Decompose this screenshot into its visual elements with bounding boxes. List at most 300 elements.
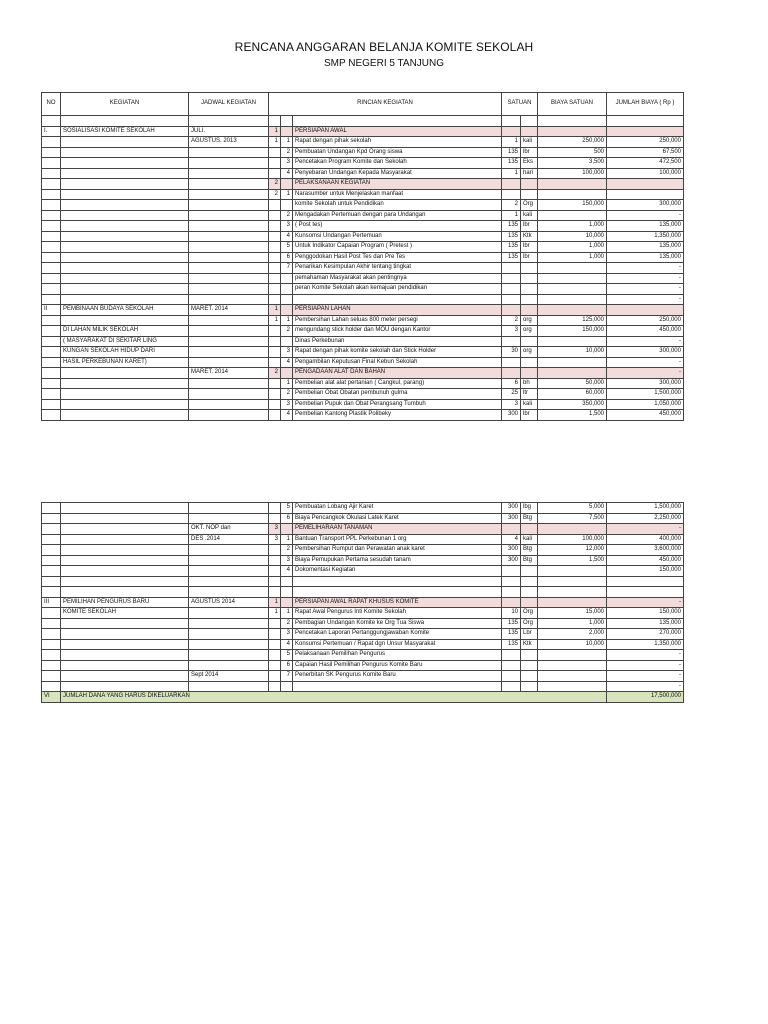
cell-rincian: Biaya Pemupukan Pertama sesudah tanam (293, 555, 502, 566)
cell-group-number: 3 (269, 524, 281, 535)
cell-unit: org (521, 347, 538, 358)
cell-jadwal (189, 242, 269, 253)
header-no: NO (42, 93, 61, 116)
cell-jadwal (189, 378, 269, 389)
cell-group-number (269, 566, 281, 577)
table-row (42, 608, 684, 619)
cell-item-number (281, 524, 293, 535)
cell-kegiatan: ( MASYARAKAT DI SEKITAR LING (61, 336, 189, 347)
cell-kegiatan (61, 671, 189, 682)
table-row (42, 326, 684, 337)
cell-group-number: 1 (269, 597, 281, 608)
cell-jumlah-biaya (607, 587, 684, 598)
cell-biaya-satuan (538, 368, 607, 379)
cell-biaya-satuan: 1,000 (538, 618, 607, 629)
cell-quantity (502, 116, 521, 127)
cell-biaya-satuan: 50,000 (538, 378, 607, 389)
cell-group-number (269, 650, 281, 661)
cell-quantity: 1 (502, 210, 521, 221)
cell-jadwal (189, 158, 269, 169)
cell-no: I. (42, 126, 61, 137)
cell-no (42, 263, 61, 274)
cell-kegiatan (61, 147, 189, 158)
cell-no (42, 294, 61, 305)
cell-kegiatan: SOSIALISASI KOMITE SEKOLAH (61, 126, 189, 137)
cell-no (42, 336, 61, 347)
cell-jadwal (189, 347, 269, 358)
cell-biaya-satuan (538, 273, 607, 284)
table-row (42, 147, 684, 158)
cell-item-number: 1 (281, 534, 293, 545)
cell-no (42, 399, 61, 410)
cell-quantity (502, 357, 521, 368)
cell-kegiatan (61, 168, 189, 179)
cell-quantity: 1 (502, 168, 521, 179)
cell-kegiatan (61, 189, 189, 200)
cell-rincian (293, 116, 502, 127)
cell-jadwal (189, 189, 269, 200)
table-row (42, 576, 684, 587)
cell-unit: kali (521, 137, 538, 148)
cell-jadwal (189, 326, 269, 337)
cell-biaya-satuan: 1,000 (538, 221, 607, 232)
cell-no (42, 660, 61, 671)
cell-kegiatan: PEMBINAAN BUDAYA SEKOLAH (61, 305, 189, 316)
cell-item-number: 7 (281, 263, 293, 274)
cell-no (42, 410, 61, 421)
cell-biaya-satuan (538, 336, 607, 347)
cell-jadwal (189, 629, 269, 640)
cell-jadwal (189, 566, 269, 577)
cell-biaya-satuan: 3,500 (538, 158, 607, 169)
cell-jumlah-biaya: 1,350,000 (607, 231, 684, 242)
cell-unit: lbr (521, 147, 538, 158)
cell-group-number (269, 284, 281, 295)
cell-kegiatan (61, 158, 189, 169)
cell-jumlah-biaya: 150,000 (607, 566, 684, 577)
cell-jumlah-biaya: 100,000 (607, 168, 684, 179)
table-row (42, 650, 684, 661)
cell-group-number: 1 (269, 126, 281, 137)
cell-no (42, 315, 61, 326)
cell-unit: lbg (521, 503, 538, 514)
cell-jumlah-biaya: 1,500,000 (607, 389, 684, 400)
cell-biaya-satuan (538, 189, 607, 200)
cell-quantity (502, 284, 521, 295)
table-row (42, 513, 684, 524)
cell-kegiatan (61, 389, 189, 400)
cell-jumlah-biaya: - (607, 524, 684, 535)
cell-group-number (269, 210, 281, 221)
table-row (42, 137, 684, 148)
cell-rincian: Konsumsi Pertemuan / Rapat dgn Unsur Masyarakat (293, 639, 502, 650)
cell-kegiatan (61, 284, 189, 295)
cell-quantity (502, 587, 521, 598)
cell-quantity: 30 (502, 347, 521, 358)
cell-group-number: 1 (269, 315, 281, 326)
cell-no (42, 618, 61, 629)
cell-item-number (281, 597, 293, 608)
document-subtitle: SMP NEGERI 5 TANJUNG (323, 58, 445, 69)
table-row (42, 660, 684, 671)
cell-biaya-satuan (538, 179, 607, 190)
cell-no (42, 252, 61, 263)
cell-rincian: komite Sekolah untuk Pendidikan (293, 200, 502, 211)
cell-no (42, 534, 61, 545)
table-row (42, 189, 684, 200)
cell-rincian: Biaya Pencangkok Okulasi Latek Karet (293, 513, 502, 524)
cell-unit (521, 189, 538, 200)
cell-biaya-satuan (538, 284, 607, 295)
cell-item-number: 1 (281, 378, 293, 389)
cell-no (42, 576, 61, 587)
cell-no (42, 681, 61, 692)
cell-rincian: Dinas Perkebunan (293, 336, 502, 347)
document-title: RENCANA ANGGARAN BELANJA KOMITE SEKOLAH (234, 40, 534, 54)
cell-item-number: 6 (281, 660, 293, 671)
cell-quantity: 300 (502, 545, 521, 556)
cell-group-number (269, 618, 281, 629)
cell-unit: kali (521, 210, 538, 221)
cell-no (42, 200, 61, 211)
cell-rincian: Rapat dengan pihak komite sekolah dan Stick Holder (293, 347, 502, 358)
cell-no (42, 545, 61, 556)
cell-kegiatan (61, 179, 189, 190)
table-row (42, 315, 684, 326)
cell-jumlah-biaya (607, 126, 684, 137)
cell-jumlah-biaya: 1,050,000 (607, 399, 684, 410)
cell-kegiatan: KOMITE SEKOLAH (61, 608, 189, 619)
cell-jadwal (189, 608, 269, 619)
cell-biaya-satuan (538, 210, 607, 221)
cell-jadwal (189, 389, 269, 400)
total-label: JUMLAH DANA YANG HARUS DIKELUARKAN (61, 692, 607, 703)
cell-item-number: 4 (281, 357, 293, 368)
cell-group-number (269, 576, 281, 587)
cell-item-number: 2 (281, 147, 293, 158)
cell-no (42, 368, 61, 379)
cell-quantity (502, 671, 521, 682)
cell-item-number (281, 126, 293, 137)
cell-unit: org (521, 315, 538, 326)
cell-unit (521, 126, 538, 137)
cell-kegiatan (61, 618, 189, 629)
cell-item-number: 5 (281, 650, 293, 661)
cell-quantity (502, 263, 521, 274)
cell-biaya-satuan: 10,000 (538, 231, 607, 242)
cell-item-number: 4 (281, 410, 293, 421)
cell-group-number (269, 378, 281, 389)
cell-biaya-satuan (538, 357, 607, 368)
table-row (42, 126, 684, 137)
cell-quantity: 10 (502, 608, 521, 619)
cell-group-number (269, 158, 281, 169)
cell-item-number: 6 (281, 252, 293, 263)
cell-group-number (269, 671, 281, 682)
cell-kegiatan: KUNGAN SEKOLAH HIDUP DARI (61, 347, 189, 358)
cell-biaya-satuan: 60,000 (538, 389, 607, 400)
cell-no: II (42, 305, 61, 316)
cell-rincian: PELAKSANAAN KEGIATAN (293, 179, 502, 190)
cell-jadwal (189, 284, 269, 295)
cell-jumlah-biaya: 300,000 (607, 200, 684, 211)
cell-quantity: 2 (502, 200, 521, 211)
cell-group-number (269, 513, 281, 524)
cell-no (42, 389, 61, 400)
cell-item-number: 3 (281, 399, 293, 410)
cell-jadwal (189, 587, 269, 598)
cell-unit: Btg (521, 513, 538, 524)
cell-no (42, 629, 61, 640)
cell-jumlah-biaya: 472,500 (607, 158, 684, 169)
cell-unit: kali (521, 399, 538, 410)
cell-group-number: 3 (269, 534, 281, 545)
cell-kegiatan (61, 252, 189, 263)
cell-item-number (281, 200, 293, 211)
cell-biaya-satuan (538, 650, 607, 661)
cell-unit (521, 263, 538, 274)
cell-jadwal (189, 210, 269, 221)
cell-kegiatan (61, 681, 189, 692)
cell-rincian (293, 587, 502, 598)
cell-jumlah-biaya: - (607, 336, 684, 347)
cell-kegiatan (61, 116, 189, 127)
table-row (42, 158, 684, 169)
cell-group-number (269, 503, 281, 514)
table-row (42, 200, 684, 211)
cell-quantity: 3 (502, 399, 521, 410)
table-row (42, 545, 684, 556)
cell-item-number: 2 (281, 545, 293, 556)
cell-quantity (502, 524, 521, 535)
cell-quantity (502, 368, 521, 379)
cell-unit (521, 357, 538, 368)
cell-biaya-satuan: 15,000 (538, 608, 607, 619)
table-row (42, 503, 684, 514)
cell-unit: ltr (521, 389, 538, 400)
cell-no (42, 137, 61, 148)
cell-quantity (502, 660, 521, 671)
cell-no (42, 608, 61, 619)
cell-quantity: 4 (502, 534, 521, 545)
cell-kegiatan (61, 576, 189, 587)
cell-no (42, 326, 61, 337)
cell-item-number: 2 (281, 389, 293, 400)
cell-group-number (269, 252, 281, 263)
table-row (42, 410, 684, 421)
cell-group-number (269, 389, 281, 400)
cell-unit: Org (521, 618, 538, 629)
cell-no (42, 555, 61, 566)
table-row (42, 168, 684, 179)
cell-no (42, 189, 61, 200)
table-row (42, 378, 684, 389)
table-row (42, 284, 684, 295)
cell-rincian: Kunsomsi Undangan Pertemuan (293, 231, 502, 242)
cell-jumlah-biaya: - (607, 210, 684, 221)
table-row (42, 399, 684, 410)
cell-group-number (269, 116, 281, 127)
cell-jadwal (189, 639, 269, 650)
cell-quantity: 6 (502, 378, 521, 389)
cell-no (42, 179, 61, 190)
cell-kegiatan (61, 545, 189, 556)
cell-no (42, 273, 61, 284)
cell-rincian: PERSIAPAN LAHAN (293, 305, 502, 316)
cell-unit: kali (521, 534, 538, 545)
cell-jadwal (189, 231, 269, 242)
cell-jadwal: JULI. (189, 126, 269, 137)
cell-rincian (293, 681, 502, 692)
cell-no (42, 242, 61, 253)
cell-jumlah-biaya: 300,000 (607, 347, 684, 358)
cell-biaya-satuan (538, 524, 607, 535)
cell-jumlah-biaya: 250,000 (607, 137, 684, 148)
cell-rincian: ( Post tes) (293, 221, 502, 232)
cell-unit (521, 671, 538, 682)
cell-rincian: Penyebaran Undangan Kepada Masyarakat (293, 168, 502, 179)
cell-jadwal (189, 168, 269, 179)
cell-biaya-satuan: 150,000 (538, 326, 607, 337)
cell-biaya-satuan: 1,000 (538, 242, 607, 253)
cell-jadwal (189, 273, 269, 284)
cell-item-number: 3 (281, 347, 293, 358)
budget-table-part-2 (41, 502, 684, 703)
cell-jumlah-biaya: 1,350,000 (607, 639, 684, 650)
cell-jadwal (189, 263, 269, 274)
table-row (42, 534, 684, 545)
table-row (42, 252, 684, 263)
cell-kegiatan (61, 650, 189, 661)
header-jadwal: JADWAL KEGIATAN (189, 93, 269, 116)
cell-jadwal (189, 252, 269, 263)
cell-item-number (281, 305, 293, 316)
cell-unit: Ktk (521, 639, 538, 650)
cell-rincian: Narasumber untuk Menjelaskan manfaat (293, 189, 502, 200)
table-row (42, 242, 684, 253)
cell-no (42, 147, 61, 158)
cell-jumlah-biaya: - (607, 294, 684, 305)
cell-jumlah-biaya: 1,500,000 (607, 503, 684, 514)
cell-biaya-satuan: 7,500 (538, 513, 607, 524)
cell-biaya-satuan (538, 681, 607, 692)
cell-item-number (281, 587, 293, 598)
cell-item-number: 1 (281, 189, 293, 200)
cell-unit (521, 273, 538, 284)
cell-jadwal: AGUSTUS. 2013 (189, 137, 269, 148)
cell-rincian: PERSIAPAN AWAL (293, 126, 502, 137)
cell-group-number (269, 347, 281, 358)
cell-quantity: 135 (502, 147, 521, 158)
cell-jadwal (189, 116, 269, 127)
cell-item-number: 2 (281, 210, 293, 221)
cell-quantity (502, 576, 521, 587)
cell-group-number (269, 336, 281, 347)
cell-rincian: Penggodokan Hasil Post Tes dan Pre Tes (293, 252, 502, 263)
cell-no (42, 284, 61, 295)
cell-kegiatan (61, 534, 189, 545)
cell-rincian: mengundang stick holder dan MOU dengan Kantor (293, 326, 502, 337)
table-row (42, 597, 684, 608)
cell-biaya-satuan: 1,000 (538, 252, 607, 263)
cell-kegiatan: HASIL PERKEBUNAN KARET) (61, 357, 189, 368)
cell-rincian: Pembagian Undangan Komite ke Org Tua Siswa (293, 618, 502, 629)
cell-jadwal (189, 147, 269, 158)
cell-jumlah-biaya: 270,000 (607, 629, 684, 640)
cell-jumlah-biaya: - (607, 597, 684, 608)
cell-kegiatan: DI LAHAN MILIK SEKOLAH (61, 326, 189, 337)
cell-unit (521, 650, 538, 661)
cell-group-number (269, 681, 281, 692)
table-row (42, 336, 684, 347)
cell-quantity: 135 (502, 639, 521, 650)
table-row (42, 273, 684, 284)
cell-rincian: PENGADAAN ALAT DAN BAHAN (293, 368, 502, 379)
cell-no (42, 378, 61, 389)
cell-jumlah-biaya: - (607, 284, 684, 295)
cell-item-number: 5 (281, 242, 293, 253)
table-row (42, 639, 684, 650)
cell-quantity: 3 (502, 326, 521, 337)
cell-jumlah-biaya: 450,000 (607, 326, 684, 337)
cell-rincian: peran Komite Sekolah akan kemajuan pendidikan (293, 284, 502, 295)
cell-no (42, 231, 61, 242)
cell-jadwal (189, 221, 269, 232)
cell-biaya-satuan: 500 (538, 147, 607, 158)
cell-kegiatan (61, 137, 189, 148)
cell-unit: Lbr (521, 629, 538, 640)
cell-jadwal (189, 399, 269, 410)
table-row (42, 231, 684, 242)
table-header-row (42, 93, 684, 116)
cell-biaya-satuan: 5,000 (538, 503, 607, 514)
cell-quantity (502, 650, 521, 661)
header-jumlah-biaya: JUMLAH BIAYA ( Rp ) (607, 93, 684, 116)
cell-item-number: 4 (281, 231, 293, 242)
cell-kegiatan (61, 660, 189, 671)
cell-no (42, 524, 61, 535)
cell-rincian: Pengambilan Keputusan Final Kebun Sekolah (293, 357, 502, 368)
cell-biaya-satuan (538, 294, 607, 305)
cell-jadwal (189, 294, 269, 305)
table-row (42, 681, 684, 692)
cell-biaya-satuan: 2,000 (538, 629, 607, 640)
cell-group-number: 1 (269, 608, 281, 619)
cell-unit (521, 566, 538, 577)
table-row (42, 524, 684, 535)
cell-unit (521, 284, 538, 295)
cell-jumlah-biaya: 135,000 (607, 242, 684, 253)
cell-rincian: Penarikan Kesimpulan Akhir tentang tingkat (293, 263, 502, 274)
cell-quantity: 135 (502, 629, 521, 640)
cell-kegiatan (61, 399, 189, 410)
cell-unit: lbr (521, 252, 538, 263)
cell-jumlah-biaya (607, 305, 684, 316)
cell-group-number (269, 231, 281, 242)
cell-biaya-satuan: 12,000 (538, 545, 607, 556)
cell-biaya-satuan: 125,000 (538, 315, 607, 326)
cell-quantity (502, 126, 521, 137)
cell-no (42, 513, 61, 524)
cell-group-number (269, 294, 281, 305)
cell-unit: Org (521, 608, 538, 619)
cell-group-number (269, 147, 281, 158)
cell-quantity: 135 (502, 231, 521, 242)
cell-jadwal (189, 576, 269, 587)
cell-no (42, 357, 61, 368)
cell-kegiatan (61, 410, 189, 421)
cell-rincian: Bantuan Transport PPL Perkebunan 1 org (293, 534, 502, 545)
